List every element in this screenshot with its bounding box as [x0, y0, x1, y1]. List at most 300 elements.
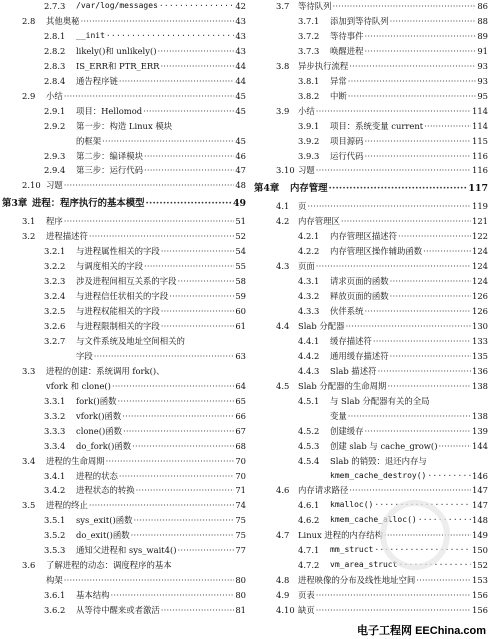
- toc-entry-page: 52: [235, 231, 246, 242]
- toc-entry: [0, 455, 246, 467]
- toc-entry: [252, 604, 488, 616]
- toc-entry-title: 进程的终止 ·····: [46, 499, 246, 511]
- toc-entry-title: kmem_cache_destroy() ·····: [330, 470, 488, 482]
- toc-entry: [0, 30, 246, 42]
- toc-entry-title: 等待事件 ·····: [330, 30, 488, 42]
- toc-entry-number: 2.8.2: [44, 45, 66, 56]
- toc-entry-title: 涉及进程间相互关系的字段 ·····: [76, 275, 246, 287]
- toc-entry-number: 3.9.2: [298, 135, 320, 146]
- toc-entry: [252, 380, 488, 392]
- toc-entry-number: 2.9.2: [44, 120, 66, 131]
- toc-entry: [252, 365, 488, 377]
- toc-entry-page: 65: [235, 395, 246, 406]
- toc-entry-title: 与 Slab 分配器有关的全局: [330, 395, 430, 406]
- toc-entry-title: 缺页 ·····: [298, 604, 488, 616]
- toc-entry-number: 4.1: [276, 201, 290, 212]
- toc-entry-page: 156: [472, 590, 488, 601]
- toc-entry: [252, 350, 488, 362]
- toc-entry: [0, 230, 246, 242]
- toc-entry-page: 133: [472, 335, 488, 346]
- toc-entry: [252, 120, 488, 132]
- toc-entry-title: vfork 和 clone() ·····: [46, 380, 246, 392]
- toc-entry-number: 3.4.2: [44, 485, 66, 496]
- toc-entry-number: 2.9.1: [44, 105, 66, 116]
- watermark-seal-icon: [380, 500, 450, 570]
- toc-entry-page: 77: [235, 545, 246, 556]
- toc-entry: [0, 215, 246, 227]
- toc-entry-title: kmalloc() ·····: [330, 499, 488, 511]
- toc-entry-page: 146: [472, 470, 488, 481]
- toc-entry-number: 3.2.5: [44, 306, 66, 317]
- toc-entry: [252, 135, 488, 147]
- toc-entry-page: 150: [472, 545, 488, 556]
- toc-entry-title: IS_ERR和 PTR_ERR ·····: [76, 60, 246, 72]
- toc-entry-number: 3.5.2: [44, 530, 66, 541]
- toc-entry-number: 4.8: [276, 575, 290, 586]
- toc-entry-page: 156: [472, 605, 488, 616]
- toc-entry: [0, 425, 246, 437]
- toc-entry-title: vfork()函数 ·····: [76, 410, 246, 422]
- toc-entry-number: 4.4.3: [298, 365, 320, 376]
- watermark-text: 电子工程网 EEChina.com: [356, 622, 487, 638]
- toc-entry: [252, 75, 488, 87]
- toc-entry-page: 49: [232, 198, 246, 210]
- toc-entry-page: 81: [235, 605, 246, 616]
- toc-entry-number: 3.7.2: [298, 30, 320, 41]
- toc-entry-title: 小结 ·····: [298, 105, 488, 117]
- toc-entry: [0, 440, 246, 452]
- toc-entry-title: 与进程权能相关的字段 ·····: [76, 305, 246, 317]
- toc-entry-title: 中断 ·····: [330, 90, 488, 102]
- toc-entry-page: 44: [235, 60, 246, 71]
- toc-entry: [0, 529, 246, 541]
- toc-entry-title: 其他奥秘 ·····: [46, 15, 246, 27]
- toc-entry: [252, 45, 488, 57]
- toc-entry-number: 3.3.1: [44, 395, 66, 406]
- toc-entry: [252, 0, 488, 12]
- toc-entry-number: 3.5.1: [44, 515, 66, 526]
- toc-entry-page: 80: [235, 575, 246, 586]
- toc-entry-title: Slab 分配器的生命周期 ·····: [298, 380, 488, 392]
- toc-entry-number: 3.6.2: [44, 605, 66, 616]
- toc-entry-page: 67: [235, 425, 246, 436]
- toc-entry-page: 64: [235, 380, 246, 391]
- toc-entry-title: 字段 ·····: [76, 350, 246, 362]
- toc-entry-title: 基本结构 ·····: [76, 589, 246, 601]
- toc-entry-number: 4.5.2: [298, 425, 320, 436]
- toc-entry-number: 3.2.1: [44, 246, 66, 257]
- toc-entry-page: 124: [472, 276, 488, 287]
- toc-entry-title: Slab 描述符 ·····: [330, 365, 488, 377]
- toc-entry: [0, 60, 246, 72]
- toc-entry-title: vm_area_struct ·····: [330, 559, 488, 571]
- toc-entry-title: __init ·····: [76, 30, 246, 42]
- toc-entry-title: 第二步：编译模块 ·····: [76, 150, 246, 162]
- toc-entry-page: 153: [472, 575, 488, 586]
- toc-entry-title: 释放页面的函数 ·····: [330, 290, 488, 302]
- toc-entry-title: 伙伴系统 ·····: [330, 305, 488, 317]
- toc-entry: [252, 164, 488, 176]
- toc-entry: [0, 380, 246, 392]
- toc-entry-page: 130: [472, 321, 488, 331]
- toc-entry-number: 4.10: [276, 605, 295, 616]
- toc-entry-title: 习题 ·····: [298, 164, 488, 176]
- toc-entry-title: 通告程序链 ·····: [76, 75, 246, 87]
- toc-entry-title: fork()函数 ·····: [76, 395, 246, 407]
- toc-entry-page: 70: [235, 470, 246, 481]
- toc-entry-page: 93: [477, 60, 488, 71]
- toc-entry-number: 3.5: [22, 500, 36, 511]
- toc-entry-title: 变量 ·····: [330, 410, 488, 422]
- toc-entry-title: 项目源码 ·····: [330, 135, 488, 147]
- toc-entry: [0, 45, 246, 57]
- toc-entry-title: 进程的状态 ·····: [76, 470, 246, 482]
- toc-entry-number: 3.3.4: [44, 440, 66, 451]
- toc-entry: [0, 135, 246, 147]
- toc-entry-page: 54: [235, 246, 246, 257]
- toc-entry-number: 2.10: [22, 180, 41, 191]
- toc-entry-number: 4.5.1: [298, 395, 320, 406]
- toc-entry-number: 4.7: [276, 530, 290, 541]
- toc-entry-page: 45: [235, 135, 246, 146]
- toc-entry-page: 91: [477, 45, 488, 56]
- toc-entry-number: 4.6.2: [298, 515, 320, 526]
- toc-entry: [0, 544, 246, 556]
- toc-entry-page: 135: [472, 350, 488, 361]
- toc-entry: [252, 230, 488, 242]
- toc-entry-title: 内存管理 ·····: [290, 182, 488, 196]
- toc-entry-number: 3.2.6: [44, 321, 66, 331]
- toc-entry: [0, 514, 246, 526]
- toc-entry-page: 115: [472, 135, 488, 146]
- toc-entry-page: 124: [472, 261, 488, 272]
- toc-entry-number: 3.2: [22, 231, 36, 242]
- toc-entry: [0, 245, 246, 257]
- toc-entry-title: 构架 ·····: [46, 574, 246, 586]
- toc-entry-title: clone()函数 ·····: [76, 425, 246, 437]
- toc-entry-title: 请求页面的函数 ·····: [330, 275, 488, 287]
- toc-entry: [0, 0, 246, 12]
- toc-entry: [0, 15, 246, 27]
- toc-entry: [252, 60, 488, 72]
- toc-entry-page: 61: [235, 321, 246, 331]
- toc-entry-page: 138: [472, 410, 488, 421]
- toc-entry: [252, 440, 488, 452]
- toc-entry-page: 86: [477, 1, 488, 11]
- toc-entry-page: 122: [472, 231, 488, 242]
- toc-entry-title: Slab 的销毁：退还内存与: [330, 455, 427, 466]
- toc-entry-page: 46: [235, 150, 246, 161]
- toc-entry-number: 3.2.3: [44, 276, 66, 287]
- toc-entry-number: 2.9: [22, 90, 36, 101]
- toc-entry-title: do_fork()函数 ·····: [76, 440, 246, 452]
- toc-entry: [252, 245, 488, 257]
- toc-entry: [0, 410, 246, 422]
- toc-entry: [0, 260, 246, 272]
- toc-entry-title: 添加到等待队列 ·····: [330, 15, 488, 27]
- toc-entry-number: 4.6: [276, 485, 290, 496]
- toc-entry-number: 2.8.3: [44, 60, 66, 71]
- toc-entry-page: 139: [472, 425, 488, 436]
- toc-entry-title: 第一步：构造 Linux 模块: [76, 120, 173, 131]
- toc-entry: [252, 105, 488, 117]
- toc-entry: [252, 30, 488, 42]
- toc-entry-page: 121: [472, 216, 488, 227]
- toc-entry: [252, 514, 488, 526]
- toc-entry-title: 与文件系统及地址空间相关的: [76, 335, 185, 346]
- toc-entry-number: 3.4.1: [44, 470, 66, 481]
- toc-entry-title: sys_exit()函数 ·····: [76, 514, 246, 526]
- toc-entry: [0, 395, 246, 407]
- toc-entry-number: 3.7.1: [298, 15, 320, 26]
- toc-entry-page: 95: [477, 90, 488, 101]
- toc-entry-number: 3.9.1: [298, 120, 320, 131]
- toc-entry-number: 2.9.4: [44, 165, 66, 176]
- toc-entry-number: 3.8: [276, 60, 290, 71]
- toc-entry: [252, 544, 488, 556]
- toc-entry: [252, 470, 488, 482]
- toc-entry-number: 3.7.3: [298, 45, 320, 56]
- toc-entry: [0, 484, 246, 496]
- toc-entry-title: 缓存描述符 ·····: [330, 335, 488, 347]
- toc-entry-number: 2.9.3: [44, 150, 66, 161]
- toc-entry-page: 80: [235, 590, 246, 601]
- toc-entry-page: 116: [472, 165, 488, 176]
- toc-entry-number: 3.3: [22, 365, 36, 376]
- toc-entry: [252, 320, 488, 332]
- toc-entry-title: 进程状态的转换 ·····: [76, 484, 246, 496]
- toc-entry-page: 147: [472, 485, 488, 496]
- toc-entry-title: mm_struct ·····: [330, 544, 488, 556]
- toc-entry-page: 48: [235, 180, 246, 191]
- toc-entry-number: 2.7.3: [44, 1, 66, 11]
- toc-entry-page: 114: [472, 120, 488, 131]
- toc-entry-number: 3.9: [276, 105, 290, 116]
- toc-entry-number: 4.6.1: [298, 500, 320, 511]
- toc-entry-number: 3.9.3: [298, 150, 320, 161]
- toc-entry: [0, 320, 246, 332]
- toc-entry: [0, 470, 246, 482]
- toc-entry: [252, 305, 488, 317]
- toc-entry-title: 等待队列 ·····: [298, 0, 488, 12]
- toc-entry: [0, 589, 246, 601]
- toc-entry-number: 4.2.2: [298, 246, 320, 257]
- toc-entry: [0, 290, 246, 302]
- toc-entry-title: 进程描述符 ·····: [46, 230, 246, 242]
- toc-entry: [252, 484, 488, 496]
- toc-entry-number: 3.2.2: [44, 261, 66, 272]
- toc-entry: [0, 559, 246, 571]
- toc-entry-title: kmem_cache_alloc() ·····: [330, 514, 488, 526]
- toc-entry-page: 51: [235, 216, 246, 227]
- toc-entry-title: 页 ·····: [298, 200, 488, 212]
- toc-entry: [252, 150, 488, 162]
- toc-entry-page: 75: [235, 515, 246, 526]
- toc-entry-title: 与进程限制相关的字段 ·····: [76, 320, 246, 332]
- toc-entry-page: 114: [472, 105, 488, 116]
- toc-entry: [0, 335, 246, 347]
- toc-entry: [252, 335, 488, 347]
- toc-entry-number: 4.3.1: [298, 276, 320, 287]
- toc-entry-page: 119: [472, 201, 488, 212]
- toc-entry: [252, 425, 488, 437]
- toc-entry: [0, 499, 246, 511]
- toc-entry: [0, 305, 246, 317]
- toc-entry-number: 2.8.4: [44, 75, 66, 86]
- toc-entry-title: 与进程属性相关的字段 ·····: [76, 245, 246, 257]
- toc-entry-title: 从等待中醒来或者激活 ·····: [76, 604, 246, 616]
- toc-entry-title: 程序 ·····: [46, 215, 246, 227]
- toc-entry-number: 4.3.3: [298, 306, 320, 317]
- toc-entry-page: 55: [235, 261, 246, 272]
- toc-entry-title: 项目：Hellomod ·····: [76, 105, 246, 117]
- toc-entry-number: 4.4.1: [298, 335, 320, 346]
- toc-entry-number: 2.8: [22, 15, 36, 26]
- toc-entry-page: 71: [235, 485, 246, 496]
- toc-chapter-entry: [0, 197, 246, 211]
- toc-entry-number: 3.8.1: [298, 75, 320, 86]
- toc-entry-title: /var/log/messages ·····: [76, 0, 246, 12]
- toc-entry-title: 内存管理区描述符 ·····: [330, 230, 488, 242]
- toc-entry-page: 45: [235, 105, 246, 116]
- toc-entry-page: 136: [472, 365, 488, 376]
- toc-entry-page: 149: [472, 530, 488, 541]
- toc-entry-title: Linux 进程的内存结构 ·····: [298, 529, 488, 541]
- toc-entry-title: 创建 slab 与 cache_grow() ·····: [330, 440, 488, 452]
- toc-entry-number: 4.4.2: [298, 350, 320, 361]
- toc-entry-page: 116: [472, 150, 488, 161]
- toc-entry-page: 93: [477, 75, 488, 86]
- toc-entry-title: 习题 ·····: [46, 179, 246, 191]
- toc-entry-title: 页面 ·····: [298, 260, 488, 272]
- toc-entry-title: 异步执行流程 ·····: [298, 60, 488, 72]
- toc-entry-number: 4.2: [276, 216, 290, 227]
- toc-entry-page: 60: [235, 306, 246, 317]
- toc-entry: [0, 574, 246, 586]
- toc-entry-title: 小结 ·····: [46, 90, 246, 102]
- toc-entry-page: 47: [235, 165, 246, 176]
- toc-entry-number: 3.6.1: [44, 590, 66, 601]
- toc-entry-title: do_exit()函数 ·····: [76, 529, 246, 541]
- toc-entry-page: 68: [235, 440, 246, 451]
- toc-entry-number: 4.3: [276, 261, 290, 272]
- toc-entry: [252, 410, 488, 422]
- toc-entry: [0, 365, 246, 377]
- toc-entry-number: 2.8.1: [44, 30, 66, 41]
- toc-entry: [252, 395, 488, 407]
- toc-entry-page: 75: [235, 530, 246, 541]
- toc-entry-number: 3.3.2: [44, 410, 66, 421]
- toc-entry-title: 进程：程序执行的基本模型 ·····: [32, 197, 246, 211]
- toc-entry-title: 与调度相关的字段 ·····: [76, 260, 246, 272]
- toc-entry-number: 4.5.3: [298, 440, 320, 451]
- toc-entry-title: likely()和 unlikely() ·····: [76, 45, 246, 57]
- toc-entry-number: 3.2.7: [44, 335, 66, 346]
- toc-entry: [0, 275, 246, 287]
- toc-entry-title: 创建缓存 ·····: [330, 425, 488, 437]
- toc-entry: [252, 589, 488, 601]
- toc-entry-number: 4.4: [276, 321, 290, 331]
- toc-entry-page: 124: [472, 246, 488, 257]
- toc-entry-title: 运行代码 ·····: [330, 150, 488, 162]
- toc-entry: [0, 179, 246, 191]
- toc-entry-number: 3.1: [22, 216, 36, 227]
- toc-entry: [0, 350, 246, 362]
- toc-entry: [252, 15, 488, 27]
- toc-entry: [252, 260, 488, 272]
- toc-entry-title: 页表 ·····: [298, 589, 488, 601]
- toc-entry-title: 内存请求路径 ·····: [298, 484, 488, 496]
- toc-entry: [0, 120, 246, 132]
- toc-entry-page: 138: [472, 380, 488, 391]
- toc-entry-number: 4.3.2: [298, 291, 320, 302]
- toc-entry: [252, 559, 488, 571]
- toc-entry: [252, 455, 488, 467]
- toc-entry-page: 58: [235, 276, 246, 287]
- toc-entry-number: 3.3.3: [44, 425, 66, 436]
- toc-entry: [252, 90, 488, 102]
- toc-entry-page: 43: [235, 15, 246, 26]
- toc-entry-page: 144: [472, 440, 488, 451]
- toc-entry: [252, 499, 488, 511]
- toc-entry-page: 59: [235, 291, 246, 302]
- toc-entry: [0, 164, 246, 176]
- toc-entry-title: 异常 ·····: [330, 75, 488, 87]
- toc-entry-number: 4.2.1: [298, 231, 320, 242]
- toc-entry-title: 进程的生命周期 ·····: [46, 455, 246, 467]
- toc-entry-number: 3.4: [22, 455, 36, 466]
- toc-entry: [0, 90, 246, 102]
- toc-entry-page: 152: [472, 560, 488, 571]
- toc-entry-page: 126: [472, 306, 488, 317]
- toc-entry-title: 通用缓存描述符 ·····: [330, 350, 488, 362]
- toc-entry-number: 3.5.3: [44, 545, 66, 556]
- toc-entry-page: 70: [235, 455, 246, 466]
- toc-entry-number: 4.7.2: [298, 560, 320, 571]
- toc-entry-title: 了解进程的动态：调度程序的基本: [46, 560, 172, 571]
- toc-entry-page: 43: [235, 45, 246, 56]
- toc-entry-page: 147: [472, 500, 488, 511]
- toc-entry-number: 4.9: [276, 590, 290, 601]
- toc-entry: [252, 574, 488, 586]
- toc-entry: [252, 290, 488, 302]
- toc-entry-page: 88: [477, 15, 488, 26]
- toc-entry-number: 3.10: [276, 165, 295, 176]
- toc-entry-page: 66: [235, 410, 246, 421]
- toc-entry-title: 第三步：运行代码 ·····: [76, 164, 246, 176]
- toc-entry: [252, 529, 488, 541]
- toc-entry-page: 148: [472, 515, 488, 526]
- toc-entry: [252, 200, 488, 212]
- toc-entry-title: 项目：系统变量 current ·····: [330, 120, 488, 132]
- toc-entry-number: 4.5.4: [298, 455, 320, 466]
- toc-entry-number: 3.8.2: [298, 90, 320, 101]
- toc-entry: [0, 604, 246, 616]
- toc-entry: [252, 275, 488, 287]
- toc-entry-title: 进程的创建：系统调用 fork()、: [46, 365, 165, 376]
- toc-entry-number: 3.2.4: [44, 291, 66, 302]
- toc-entry-page: 42: [235, 1, 246, 11]
- toc-entry-title: 进程映像的分布及线性地址空间 ·····: [298, 574, 488, 586]
- toc-entry-page: 63: [235, 350, 246, 361]
- toc-entry: [0, 150, 246, 162]
- toc-entry-title: 内存管理区 ·····: [298, 215, 488, 227]
- toc-entry-number: 4.5: [276, 380, 290, 391]
- toc-entry-number: 第3章: [2, 198, 28, 210]
- toc-entry-title: 与进程信任状相关的字段 ·····: [76, 290, 246, 302]
- toc-entry-page: 117: [468, 183, 488, 195]
- toc-entry: [0, 105, 246, 117]
